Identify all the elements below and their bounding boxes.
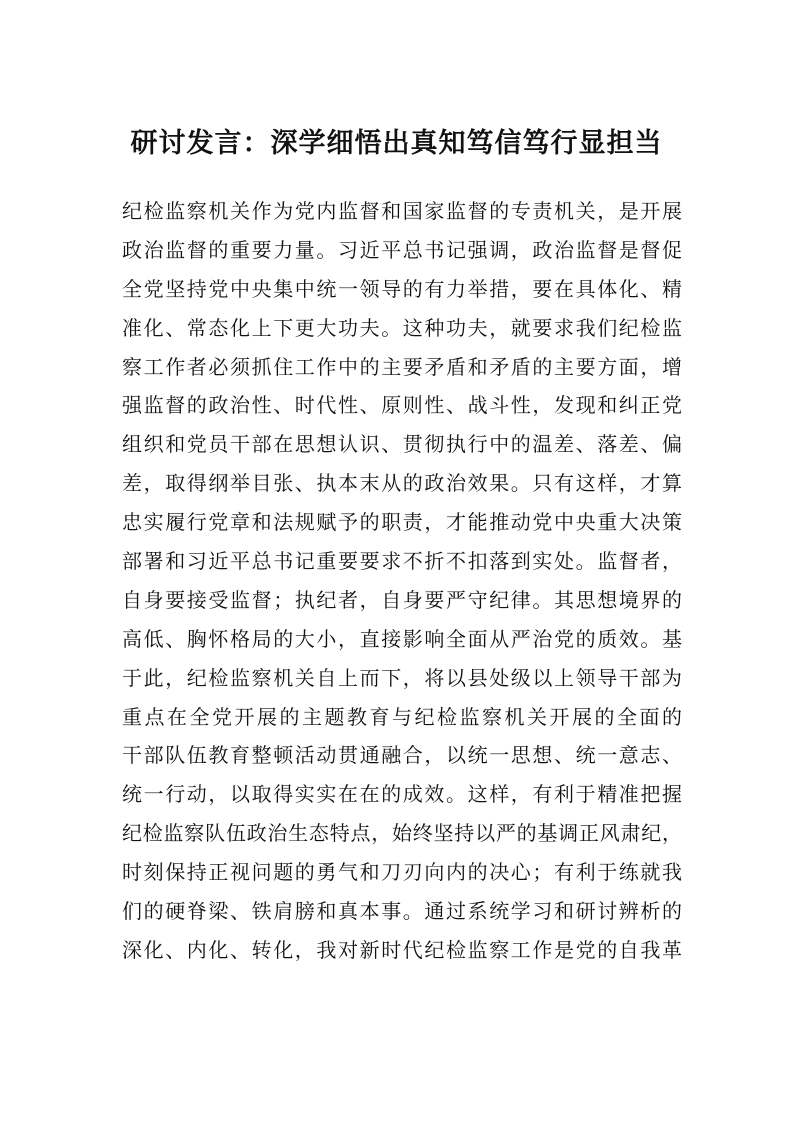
body-line: 差，取得纲举目张、执本末从的政治效果。只有这样，才算 (122, 471, 682, 496)
body-line: 部署和习近平总书记重要要求不折不扣落到实处。监督者， (122, 549, 682, 574)
body-line: 纪检监察机关作为党内监督和国家监督的专责机关，是开展 (122, 199, 682, 223)
body-line: 时刻保持正视问题的勇气和刀刃向内的决心；有利于练就我 (122, 860, 682, 885)
body-line: 纪检监察队伍政治生态特点，始终坚持以严的基调正风肃纪， (122, 821, 682, 846)
body-line: 高低、胸怀格局的大小，直接影响全面从严治党的质效。基 (122, 626, 682, 651)
body-line: 深化、内化、转化，我对新时代纪检监察工作是党的自我革 (122, 937, 682, 962)
body-line: 全党坚持党中央集中统一领导的有力举措，要在具体化、精 (122, 276, 682, 301)
body-line: 强监督的政治性、时代性、原则性、战斗性，发现和纠正党 (122, 393, 682, 418)
body-line: 们的硬脊梁、铁肩膀和真本事。通过系统学习和研讨辨析的 (122, 899, 682, 924)
body-line: 干部队伍教育整顿活动贯通融合，以统一思想、统一意志、 (122, 743, 682, 768)
body-line: 忠实履行党章和法规赋予的职责，才能推动党中央重大决策 (122, 510, 682, 535)
body-line: 自身要接受监督；执纪者，自身要严守纪律。其思想境界的 (122, 587, 682, 612)
body-line: 于此，纪检监察机关自上而下，将以县处级以上领导干部为 (122, 665, 682, 690)
body-line: 统一行动，以取得实实在在的成效。这样，有利于精准把握 (122, 782, 682, 807)
body-line: 组织和党员干部在思想认识、贯彻执行中的温差、落差、偏 (122, 432, 682, 457)
document-body (122, 192, 682, 970)
body-line: 重点在全党开展的主题教育与纪检监察机关开展的全面的 (122, 704, 682, 729)
body-line: 察工作者必须抓住工作中的主要矛盾和矛盾的主要方面，增 (122, 354, 682, 379)
body-line: 政治监督的重要力量。习近平总书记强调，政治监督是督促 (122, 237, 682, 262)
document-title: 研讨发言：深学细悟出真知笃信笃行显担当 (130, 128, 663, 159)
body-line: 准化、常态化上下更大功夫。这种功夫，就要求我们纪检监 (122, 315, 682, 340)
